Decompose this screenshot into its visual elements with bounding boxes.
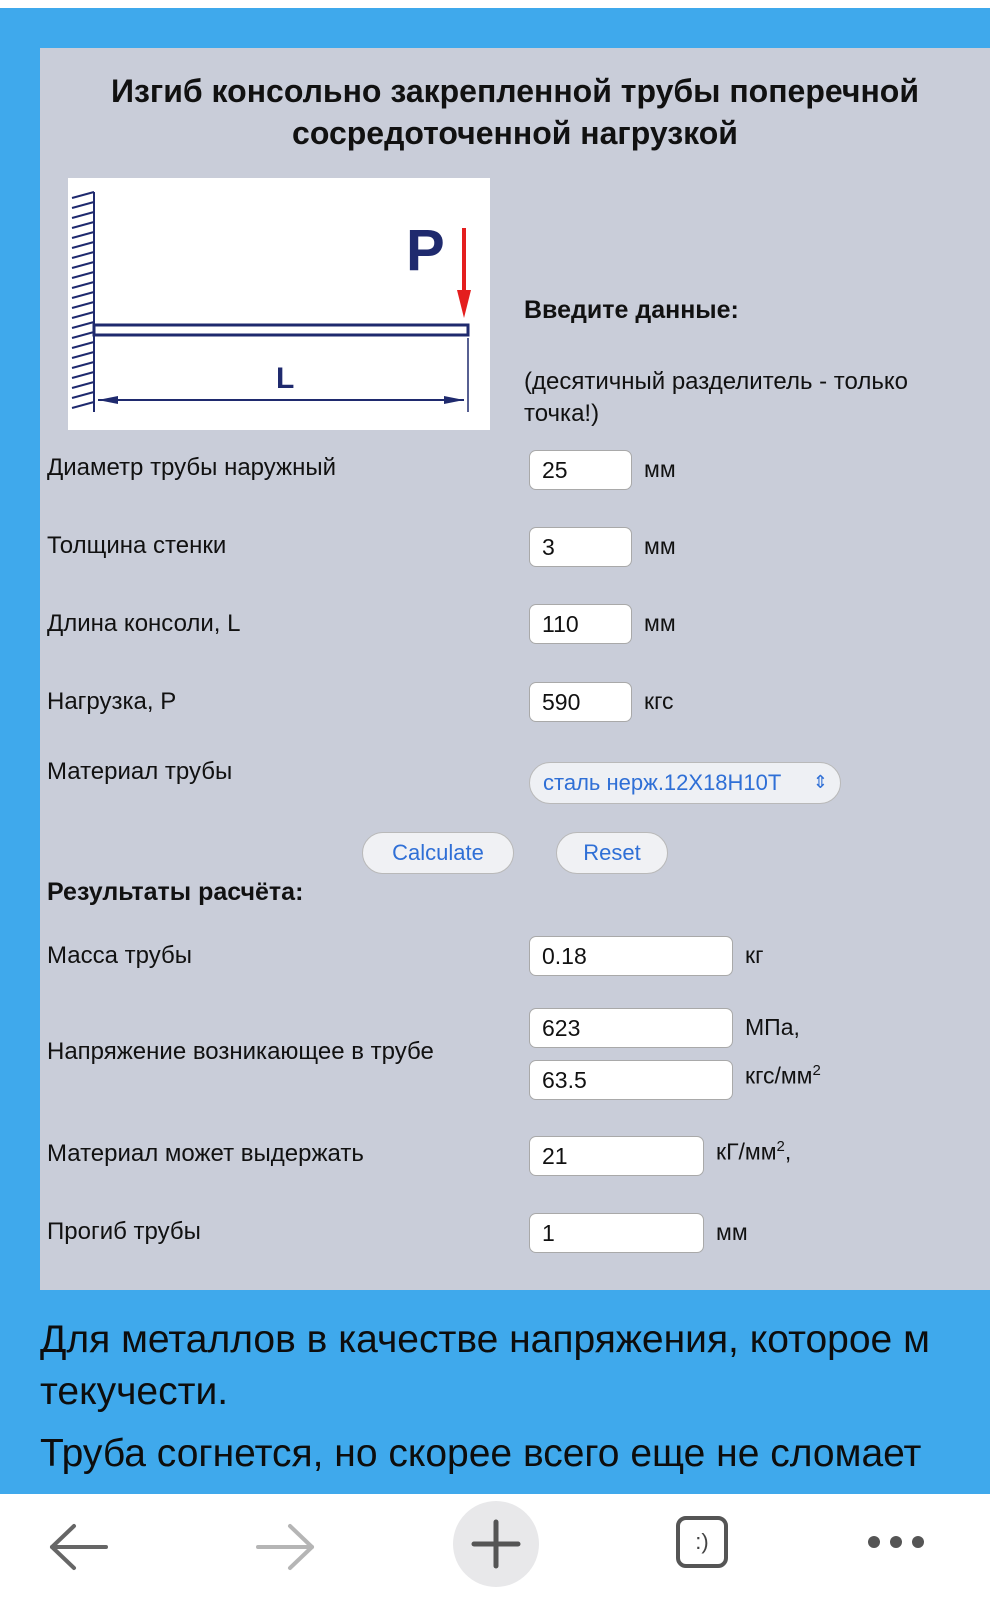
outer-diameter-input[interactable]: 25 — [529, 450, 632, 490]
allowable-stress-label: Материал может выдержать — [47, 1140, 364, 1167]
allowable-stress-output[interactable]: 21 — [529, 1136, 704, 1176]
deflection-unit: мм — [716, 1219, 748, 1245]
beam — [94, 325, 468, 335]
plus-icon[interactable] — [452, 1500, 540, 1588]
arrow-right-icon[interactable] — [254, 1522, 320, 1572]
mass-label: Масса трубы — [47, 942, 192, 969]
more-dots-icon[interactable] — [866, 1532, 926, 1552]
allowable-stress-unit: $кГ/мм^2$, — [716, 1138, 792, 1165]
body-text-line-1: Для металлов в качестве напряжения, которое м — [40, 1318, 930, 1361]
browser-bottom-toolbar — [0, 1494, 990, 1600]
load-arrow — [457, 228, 471, 318]
length-dimension-line — [98, 396, 464, 404]
mass-unit: кг — [745, 942, 764, 968]
wall-thickness-label: Толщина стенки — [47, 532, 227, 559]
body-text-line-3: Труба согнется, но скорее всего еще не сломает — [40, 1432, 922, 1475]
cantilever-diagram — [68, 178, 490, 430]
top-status-strip — [0, 0, 990, 8]
results-heading: Результаты расчёта: — [47, 878, 304, 906]
arrow-left-icon[interactable] — [44, 1522, 110, 1572]
input-heading: Введите данные: — [524, 296, 739, 324]
outer-diameter-label: Диаметр трубы наружный — [47, 454, 336, 481]
stress-mpa-unit: МПа, — [745, 1014, 800, 1040]
stress-kgf-unit: кгс/$мм^2$ — [745, 1062, 821, 1089]
cantilever-diagram-svg — [68, 178, 490, 430]
wall-thickness-input[interactable]: 3 — [529, 527, 632, 567]
length-unit: мм — [644, 610, 676, 636]
decimal-separator-note: (десятичный разделитель - только точка!) — [524, 368, 908, 427]
mass-output[interactable]: 0.18 — [529, 936, 733, 976]
wall-hatching — [72, 192, 94, 412]
length-input[interactable]: 110 — [529, 604, 632, 644]
wall-thickness-unit: мм — [644, 533, 676, 559]
length-input-label: Длина консоли, L — [47, 610, 241, 637]
length-label: L — [276, 362, 295, 395]
tabs-button[interactable] — [676, 1516, 728, 1568]
body-text-line-2: текучести. — [40, 1370, 229, 1413]
reset-button[interactable]: Reset — [556, 832, 668, 874]
material-select-value: сталь нерж.12Х18Н10Т — [543, 770, 782, 795]
material-label: Материал трубы — [47, 758, 233, 785]
stress-mpa-output[interactable]: 623 — [529, 1008, 733, 1048]
deflection-output[interactable]: 1 — [529, 1213, 704, 1253]
calculate-button[interactable]: Calculate — [362, 832, 514, 874]
load-input-label: Нагрузка, P — [47, 688, 177, 715]
stress-label: Напряжение возникающее в трубе — [47, 1038, 434, 1065]
calculator-panel — [40, 48, 990, 1290]
tabs-label: :) — [695, 1529, 709, 1554]
material-select[interactable] — [529, 762, 841, 804]
outer-diameter-unit: мм — [644, 456, 676, 482]
load-input[interactable]: 590 — [529, 682, 632, 722]
deflection-label: Прогиб трубы — [47, 1218, 201, 1245]
page-title: Изгиб консольно закрепленной трубы поперечной сосредоточенной нагрузкой — [110, 73, 920, 151]
load-label: P — [406, 218, 445, 283]
chevron-updown-icon: ⇕ — [812, 772, 828, 792]
load-unit: кгс — [644, 688, 674, 714]
stress-kgf-output[interactable]: 63.5 — [529, 1060, 733, 1100]
